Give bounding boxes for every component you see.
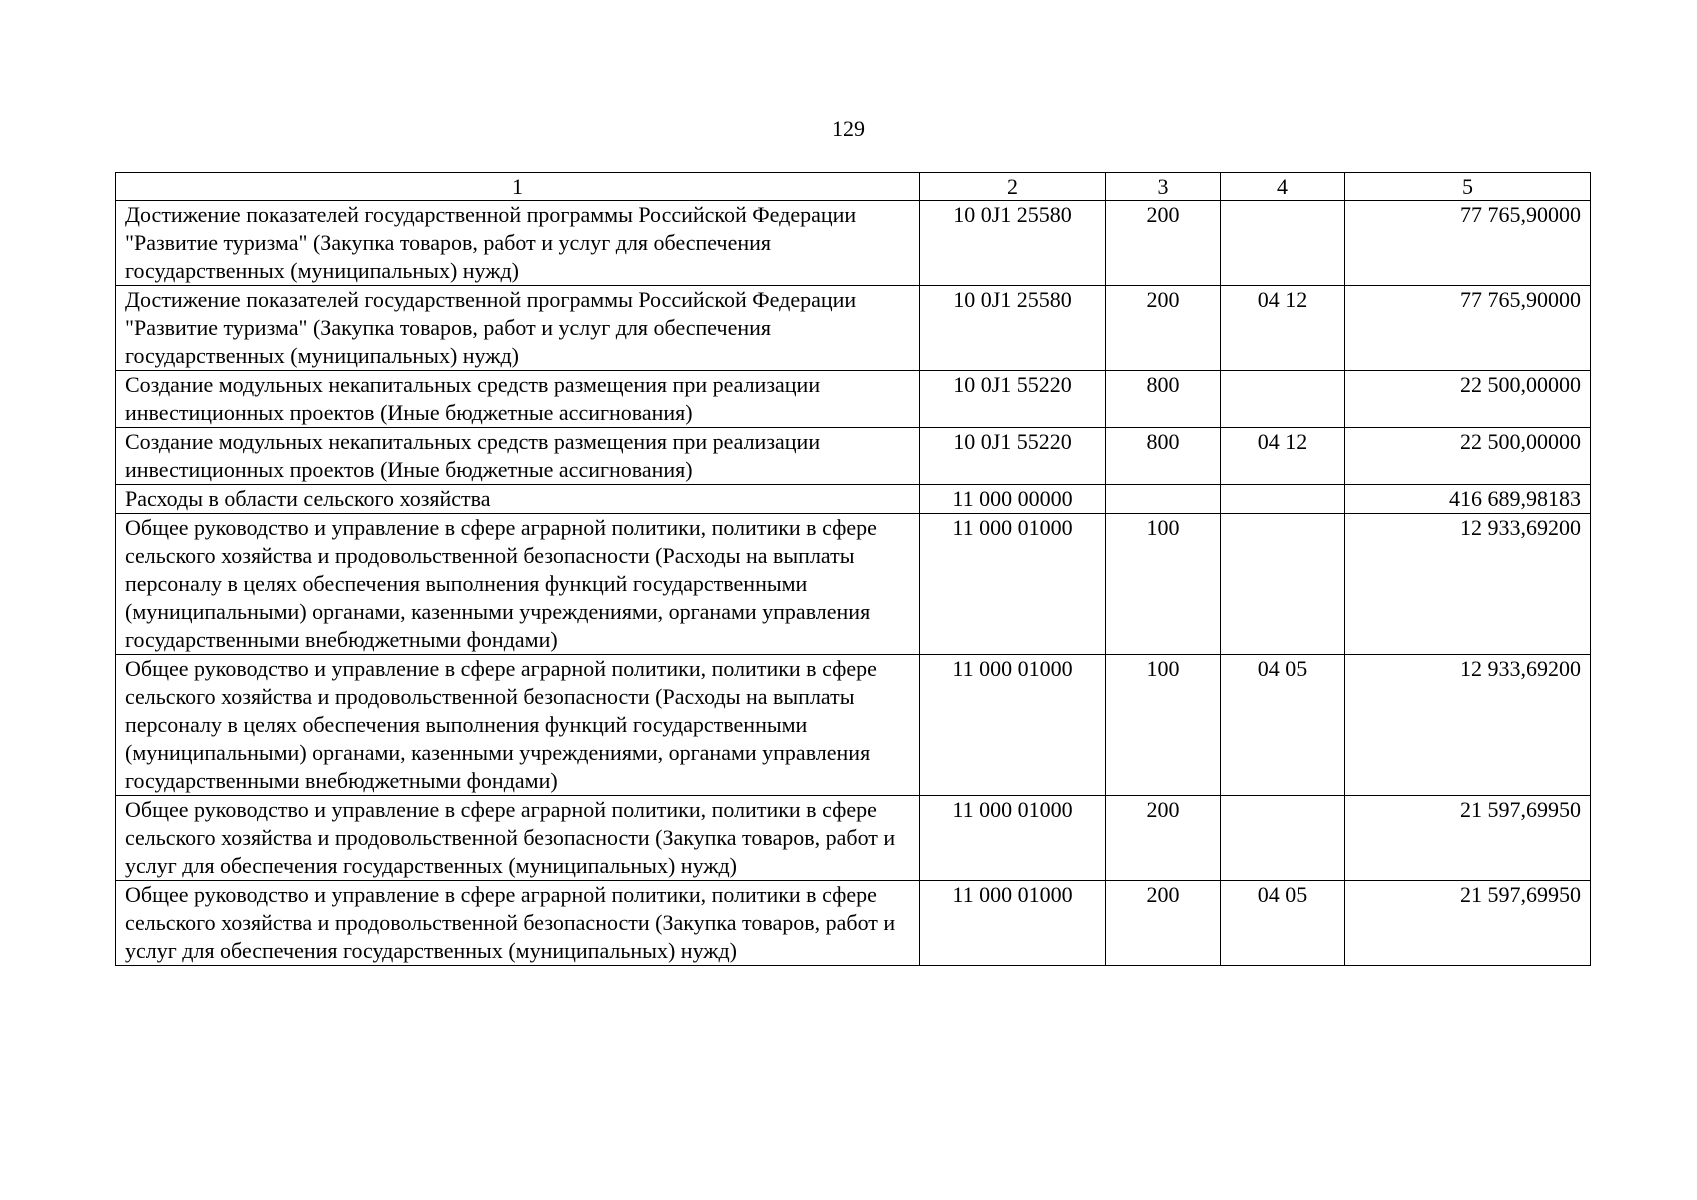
row-target-code: 11 000 01000 (920, 881, 1106, 966)
row-name: Создание модульных некапитальных средств размещения при реализации инвестиционных проектов (Иные бюджетные ассигнования) (116, 371, 920, 428)
table-row (116, 428, 1591, 485)
row-name: Расходы в области сельского хозяйства (116, 485, 920, 514)
column-header-4: 4 (1221, 173, 1345, 201)
row-expense-type: 800 (1106, 371, 1221, 428)
row-expense-type: 200 (1106, 881, 1221, 966)
row-amount: 22 500,00000 (1345, 371, 1591, 428)
row-amount: 21 597,69950 (1345, 796, 1591, 881)
row-amount: 12 933,69200 (1345, 655, 1591, 796)
table-row (116, 485, 1591, 514)
row-target-code: 10 0J1 55220 (920, 428, 1106, 485)
row-name: Достижение показателей государственной программы Российской Федерации "Развитие туризма" (Закупка товаров, работ и услуг для обеспечения государственных (муниципальных) нужд) (116, 201, 920, 286)
table-row (116, 371, 1591, 428)
row-name: Создание модульных некапитальных средств размещения при реализации инвестиционных проектов (Иные бюджетные ассигнования) (116, 428, 920, 485)
row-expense-type: 100 (1106, 514, 1221, 655)
row-expense-type: 100 (1106, 655, 1221, 796)
page-number: 129 (832, 116, 865, 141)
row-amount: 416 689,98183 (1345, 485, 1591, 514)
budget-table (115, 172, 1591, 966)
table-row (116, 881, 1591, 966)
row-section (1221, 514, 1345, 655)
row-amount: 22 500,00000 (1345, 428, 1591, 485)
row-expense-type: 800 (1106, 428, 1221, 485)
column-header-1: 1 (116, 173, 920, 201)
row-target-code: 11 000 01000 (920, 796, 1106, 881)
table-row (116, 201, 1591, 286)
row-section (1221, 796, 1345, 881)
row-amount: 21 597,69950 (1345, 881, 1591, 966)
row-amount: 12 933,69200 (1345, 514, 1591, 655)
row-section: 04 05 (1221, 881, 1345, 966)
row-expense-type (1106, 485, 1221, 514)
row-name: Общее руководство и управление в сфере аграрной политики, политики в сфере сельского хозяйства и продовольственной безопасности (Расходы на выплаты персоналу в целях обеспечения выполнения функций государственными (муниципальными) органами, казенными учреждениями, органами управления государственными внебюджетными фондами) (116, 655, 920, 796)
row-expense-type: 200 (1106, 201, 1221, 286)
table-header-row (116, 173, 1591, 201)
row-name: Достижение показателей государственной программы Российской Федерации "Развитие туризма" (Закупка товаров, работ и услуг для обеспечения государственных (муниципальных) нужд) (116, 286, 920, 371)
row-target-code: 11 000 01000 (920, 655, 1106, 796)
row-name: Общее руководство и управление в сфере аграрной политики, политики в сфере сельского хозяйства и продовольственной безопасности (Расходы на выплаты персоналу в целях обеспечения выполнения функций государственными (муниципальными) органами, казенными учреждениями, органами управления государственными внебюджетными фондами) (116, 514, 920, 655)
row-section: 04 12 (1221, 428, 1345, 485)
row-target-code: 10 0J1 25580 (920, 286, 1106, 371)
row-target-code: 11 000 00000 (920, 485, 1106, 514)
table-row (116, 655, 1591, 796)
row-section: 04 12 (1221, 286, 1345, 371)
table-row (116, 796, 1591, 881)
row-name: Общее руководство и управление в сфере аграрной политики, политики в сфере сельского хозяйства и продовольственной безопасности (Закупка товаров, работ и услуг для обеспечения государственных (муниципальных) нужд) (116, 881, 920, 966)
column-header-2: 2 (920, 173, 1106, 201)
row-amount: 77 765,90000 (1345, 201, 1591, 286)
row-amount: 77 765,90000 (1345, 286, 1591, 371)
row-target-code: 10 0J1 55220 (920, 371, 1106, 428)
row-target-code: 11 000 01000 (920, 514, 1106, 655)
table-row (116, 514, 1591, 655)
row-section (1221, 371, 1345, 428)
row-section (1221, 485, 1345, 514)
column-header-5: 5 (1345, 173, 1591, 201)
row-target-code: 10 0J1 25580 (920, 201, 1106, 286)
row-expense-type: 200 (1106, 796, 1221, 881)
table-row (116, 286, 1591, 371)
row-section (1221, 201, 1345, 286)
row-name: Общее руководство и управление в сфере аграрной политики, политики в сфере сельского хозяйства и продовольственной безопасности (Закупка товаров, работ и услуг для обеспечения государственных (муниципальных) нужд) (116, 796, 920, 881)
column-header-3: 3 (1106, 173, 1221, 201)
row-expense-type: 200 (1106, 286, 1221, 371)
row-section: 04 05 (1221, 655, 1345, 796)
